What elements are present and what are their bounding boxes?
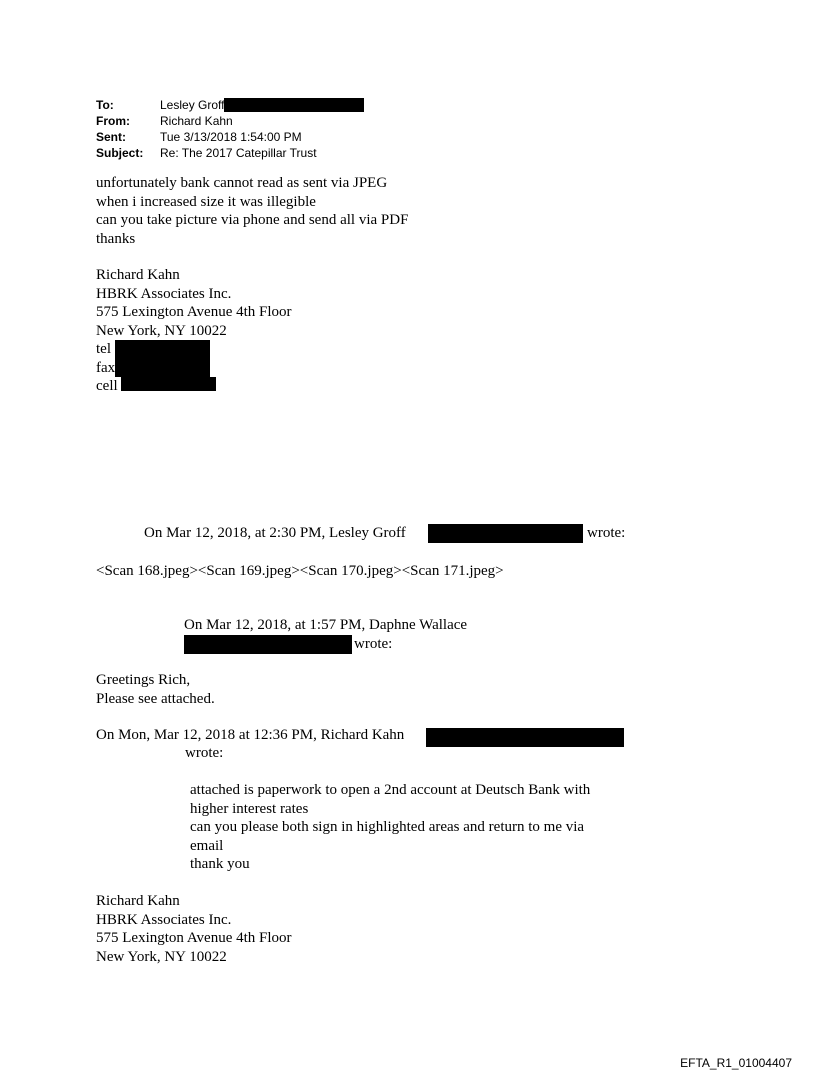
email-header (96, 97, 364, 161)
message-line: unfortunately bank cannot read as sent via JPEG (96, 175, 388, 191)
from-value: Richard Kahn (160, 114, 233, 128)
quote-wrote: wrote: (185, 745, 224, 761)
subject-label: Subject: (96, 146, 144, 160)
message-line: thanks (96, 230, 136, 247)
attachments-list: <Scan 168.jpeg><Scan 169.jpeg><Scan 170.jpeg><Scan 171.jpeg> (96, 563, 504, 579)
sent-row (96, 129, 364, 145)
from-label: From: (96, 114, 130, 128)
subject-value: Re: The 2017 Catepillar Trust (160, 146, 317, 160)
signature-name: Richard Kahn (96, 267, 180, 283)
redaction-box (121, 377, 216, 391)
tel-label: tel (96, 341, 111, 357)
quote-wrote: wrote: (587, 525, 626, 541)
quoted-message (190, 781, 590, 874)
quoted-line: higher interest rates (190, 800, 309, 817)
from-row (96, 113, 364, 129)
redaction-box (184, 635, 352, 654)
quote-intro: On Mar 12, 2018, at 1:57 PM, Daphne Wallace (184, 617, 468, 633)
signature-company: HBRK Associates Inc. (96, 911, 232, 928)
signature-city: New York, NY 10022 (96, 948, 227, 965)
signature-address: 575 Lexington Avenue 4th Floor (96, 930, 292, 946)
redaction-box (115, 340, 210, 377)
to-row (96, 97, 364, 113)
cell-label: cell (96, 378, 118, 394)
redaction-box (428, 524, 583, 543)
quote-greeting: Greetings Rich, (96, 672, 191, 688)
redaction-box (224, 98, 364, 112)
quoted-line: email (190, 837, 224, 854)
signature-address: 575 Lexington Avenue 4th Floor (96, 304, 292, 320)
fax-label: fax (96, 359, 116, 376)
quote-text: Please see attached. (96, 690, 215, 707)
subject-row (96, 145, 364, 161)
sent-label: Sent: (96, 130, 126, 144)
sent-value: Tue 3/13/2018 1:54:00 PM (160, 130, 302, 144)
to-value: Lesley Groff (160, 98, 225, 112)
signature-city: New York, NY 10022 (96, 322, 227, 339)
quoted-line: thank you (190, 856, 250, 872)
quote-intro: On Mon, Mar 12, 2018 at 12:36 PM, Richard Kahn (96, 727, 405, 743)
quote-intro-text: On Mar 12, 2018, at 2:30 PM, Lesley Groff (144, 525, 406, 541)
signature-company: HBRK Associates Inc. (96, 285, 232, 302)
message-line: can you take picture via phone and send all via PDF (96, 212, 409, 228)
quoted-line: attached is paperwork to open a 2nd account at Deutsch Bank with (190, 782, 591, 798)
signature-block (96, 892, 292, 966)
signature-name: Richard Kahn (96, 893, 180, 909)
quote-intro (144, 524, 406, 542)
quote-wrote: wrote: (354, 636, 393, 652)
redaction-box (426, 728, 624, 747)
message-body (96, 174, 408, 248)
message-line: when i increased size it was illegible (96, 193, 316, 210)
quote-body (96, 671, 215, 708)
document-id: EFTA_R1_01004407 (680, 1056, 792, 1070)
quoted-line: can you please both sign in highlighted areas and return to me via (190, 819, 585, 835)
to-label: To: (96, 98, 114, 112)
